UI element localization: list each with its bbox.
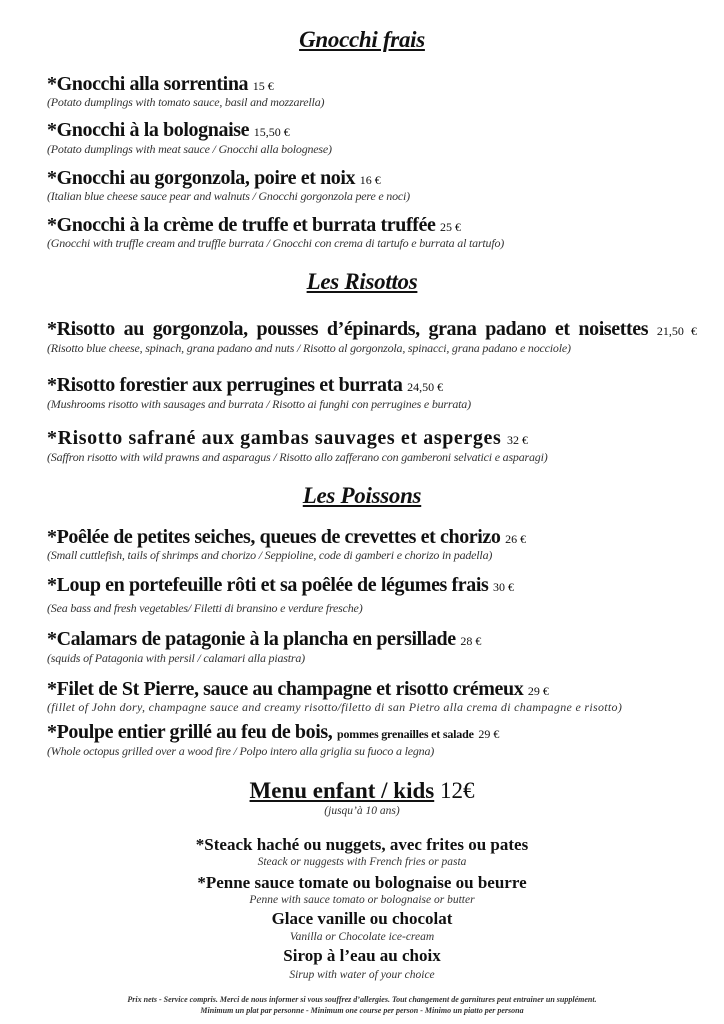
kids-menu-title: Menu enfant / kids 12€ (249, 778, 475, 803)
menu-item-description: (Whole octopus grilled over a wood fire / Polpo intero alla griglia su fuoco a legna) (47, 744, 435, 758)
footer-minimum-note: Minimum un plat par personne - Minimum one course per person - Minimo un piatto per persona (200, 1006, 524, 1015)
menu-item-price: 29 € (527, 684, 549, 698)
menu-item-description: (Potato dumplings with tomato sauce, basil and mozzarella) (47, 95, 325, 109)
menu-item-description: (Italian blue cheese sauce pear and walnuts / Gnocchi gorgonzola pere e noci) (47, 189, 410, 203)
menu-item-price: 24,50 € (407, 380, 444, 394)
menu-item-name: *Gnocchi au gorgonzola, poire et noix 16 € (47, 167, 381, 189)
menu-item-name: *Gnocchi à la crème de truffe et burrata truffée 25 € (47, 214, 462, 236)
menu-item-price: 16 € (359, 173, 381, 187)
kids-item-description: Steack or nuggests with French fries or pasta (257, 856, 467, 868)
kids-item-name: *Steack haché ou nuggets, avec frites ou pates (195, 835, 529, 854)
menu-item-description: (squids of Patagonia with persil / calamari alla piastra) (47, 651, 305, 665)
menu-item-price: 15 € (252, 79, 274, 93)
menu-item-description: (Mushrooms risotto with sausages and burrata / Risotto ai funghi con perrugines e burrata) (47, 397, 471, 411)
menu-item-name: *Filet de St Pierre, sauce au champagne et risotto crémeux 29 € (47, 678, 549, 700)
kids-item-description: Vanilla or Chocolate ice-cream (289, 931, 435, 943)
kids-item-description: Penne with sauce tomato or bolognaise or butter (249, 894, 475, 906)
section-title-poissons: Les Poissons (302, 483, 422, 508)
menu-item-sides: pommes grenailles et salade (337, 727, 474, 741)
menu-item-price: 30 € (493, 580, 515, 594)
kids-item-name: *Penne sauce tomate ou bolognaise ou beurre (197, 873, 527, 892)
menu-item-price: 32 € (506, 433, 528, 447)
menu-item-description: (Small cuttlefish, tails of shrimps and chorizo / Seppioline, code di gamberi e chorizo in padella) (47, 548, 493, 562)
menu-item-price: 15,50 € (253, 125, 290, 139)
kids-item-name: Sirop à l’eau au choix (283, 946, 441, 965)
menu-item-description: (Risotto blue cheese, spinach, grana padano and nuts / Risotto al gorgonzola, spinacci, grana padano e nocciole) (47, 341, 571, 355)
menu-item-price: 21,50 € (656, 324, 697, 338)
menu-item-name: *Loup en portefeuille rôti et sa poêlée de légumes frais 30 € (47, 574, 515, 596)
kids-item-name: Glace vanille ou chocolat (271, 909, 453, 928)
menu-item-name: *Risotto au gorgonzola, pousses d’épinards, grana padano et noisettes 21,50 € (47, 318, 697, 340)
menu-item-description: (Gnocchi with truffle cream and truffle burrata / Gnocchi con crema di tartufo e burrata al tartufo) (47, 236, 505, 250)
kids-menu-price: 12€ (439, 778, 475, 803)
menu-item-description: (fillet of John dory, champagne sauce and creamy risotto/filetto di san Pietro alla crema di champagne e risotto) (47, 700, 623, 714)
menu-item-price: 28 € (460, 634, 482, 648)
section-title-gnocchi: Gnocchi frais (299, 27, 425, 52)
menu-item-price: 25 € (440, 220, 462, 234)
menu-item-price: 26 € (505, 532, 527, 546)
menu-item-name: *Poulpe entier grillé au feu de bois, pommes grenailles et salade 29 € (47, 721, 500, 743)
menu-item-description: (Saffron risotto with wild prawns and asparagus / Risotto allo zafferano con gamberoni selvatici e asparagi) (47, 450, 548, 464)
kids-item-description: Sirup with water of your choice (289, 969, 435, 981)
menu-item-name: *Gnocchi alla sorrentina 15 € (47, 73, 274, 95)
kids-menu-age-note: (jusqu’à 10 ans) (324, 805, 400, 817)
menu-item-name: *Poêlée de petites seiches, queues de crevettes et chorizo 26 € (47, 526, 527, 548)
menu-item-name: *Risotto safrané aux gambas sauvages et asperges 32 € (47, 427, 528, 449)
menu-item-name: *Gnocchi à la bolognaise 15,50 € (47, 119, 290, 141)
footer-note: Prix nets - Service compris. Merci de nous informer si vous souffrez d’allergies. Tout changement de garnitures peut entrainer un supplément. (127, 995, 597, 1004)
menu-item-name: *Calamars de patagonie à la plancha en persillade 28 € (47, 628, 482, 650)
menu-item-description: (Potato dumplings with meat sauce / Gnocchi alla bolognese) (47, 142, 332, 156)
section-title-risottos: Les Risottos (306, 269, 418, 294)
menu-item-name: *Risotto forestier aux perrugines et burrata 24,50 € (47, 374, 444, 396)
menu-item-price: 29 € (478, 727, 500, 741)
menu-item-description: (Sea bass and fresh vegetables/ Filetti di bransino e verdure fresche) (47, 601, 363, 615)
